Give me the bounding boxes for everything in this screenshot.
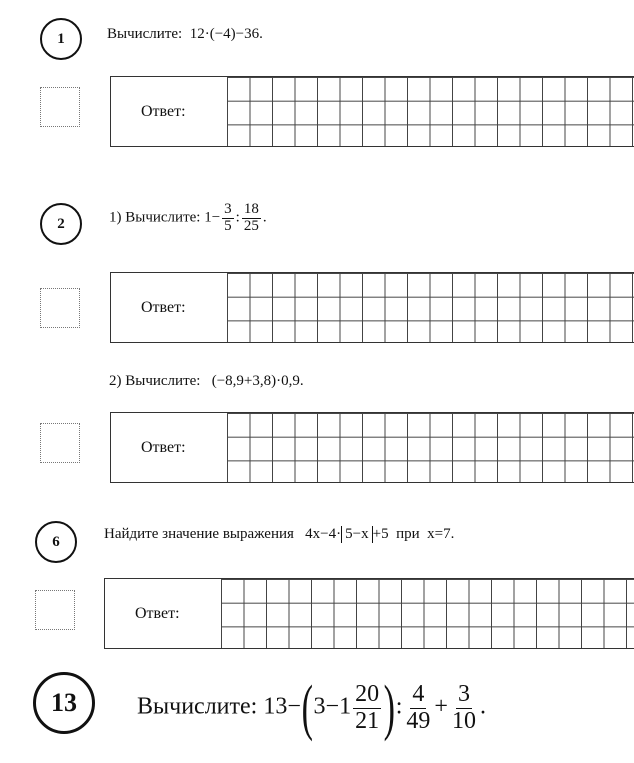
fraction [404, 682, 432, 733]
answer-checkbox[interactable] [40, 87, 80, 127]
answer-grid[interactable] [227, 413, 634, 482]
task-number: 6 [52, 533, 60, 550]
answer-label: Ответ: [141, 103, 186, 120]
task-13-lead: Вычислите: [137, 693, 258, 720]
answer-field-2-1[interactable] [110, 272, 634, 343]
task-number-badge [40, 18, 82, 60]
expr-part: + [434, 693, 448, 720]
answer-field-1[interactable] [110, 76, 634, 147]
expr-part: 1− [204, 209, 221, 226]
expr-part: 13− [263, 693, 301, 720]
answer-checkbox[interactable] [40, 423, 80, 463]
answer-label: Ответ: [135, 605, 180, 622]
task-2-part-2-expression: (−8,9+3,8)·0,9. [211, 373, 304, 389]
task-number-badge [35, 521, 77, 563]
fraction-denominator: 21 [355, 707, 380, 734]
fraction [353, 682, 381, 733]
task-1-lead: Вычислите: [107, 26, 183, 42]
fraction-denominator: 49 [406, 707, 431, 734]
task-number: 13 [51, 688, 77, 717]
answer-grid[interactable] [227, 273, 634, 342]
expr-part: : [395, 693, 403, 720]
expr-part: : [235, 209, 240, 226]
expr-part: 4x−4· [305, 526, 342, 542]
answer-checkbox[interactable] [35, 590, 75, 630]
task-1-statement [107, 26, 263, 43]
task-2-part-1-lead: 1) Вычислите: [109, 209, 201, 226]
task-13-statement [137, 674, 486, 742]
absolute-value: 5−x [341, 526, 372, 543]
fraction [450, 682, 478, 733]
task-number-badge [40, 203, 82, 245]
task-number: 2 [57, 215, 65, 232]
task-2-part-2-lead: 2) Вычислите: [109, 373, 201, 389]
expr-part: . [262, 209, 267, 226]
open-paren: ( [301, 674, 313, 742]
expr-part: 3−1 [313, 693, 352, 720]
task-number: 1 [57, 30, 65, 47]
answer-label: Ответ: [141, 439, 186, 456]
fraction-denominator: 25 [243, 217, 259, 234]
task-number-badge [33, 672, 95, 734]
fraction-denominator: 5 [224, 217, 232, 234]
fraction [222, 202, 234, 235]
task-6-statement [104, 526, 454, 543]
answer-grid[interactable] [221, 579, 634, 648]
task-1-expression: 12·(−4)−36. [189, 26, 263, 42]
condition: x=7. [427, 526, 455, 542]
answer-checkbox[interactable] [40, 288, 80, 328]
fraction-numerator: 3 [224, 201, 232, 217]
close-paren: ) [383, 674, 396, 742]
fraction-numerator: 18 [243, 201, 259, 217]
fraction [242, 202, 261, 235]
answer-field-2-2[interactable] [110, 412, 634, 483]
fraction-numerator: 20 [355, 681, 380, 708]
expr-part: . [479, 693, 486, 720]
task-2-part-2-statement [109, 373, 304, 390]
answer-label: Ответ: [141, 299, 186, 316]
fraction-denominator: 10 [451, 707, 476, 734]
condition-word: при [396, 526, 420, 542]
answer-field-6[interactable] [104, 578, 634, 649]
answer-grid[interactable] [227, 77, 634, 146]
task-2-part-1-statement [109, 202, 267, 235]
fraction-numerator: 4 [412, 681, 425, 708]
expr-part: +5 [372, 526, 389, 542]
task-6-lead: Найдите значение выражения [104, 526, 294, 542]
fraction-numerator: 3 [457, 681, 470, 708]
